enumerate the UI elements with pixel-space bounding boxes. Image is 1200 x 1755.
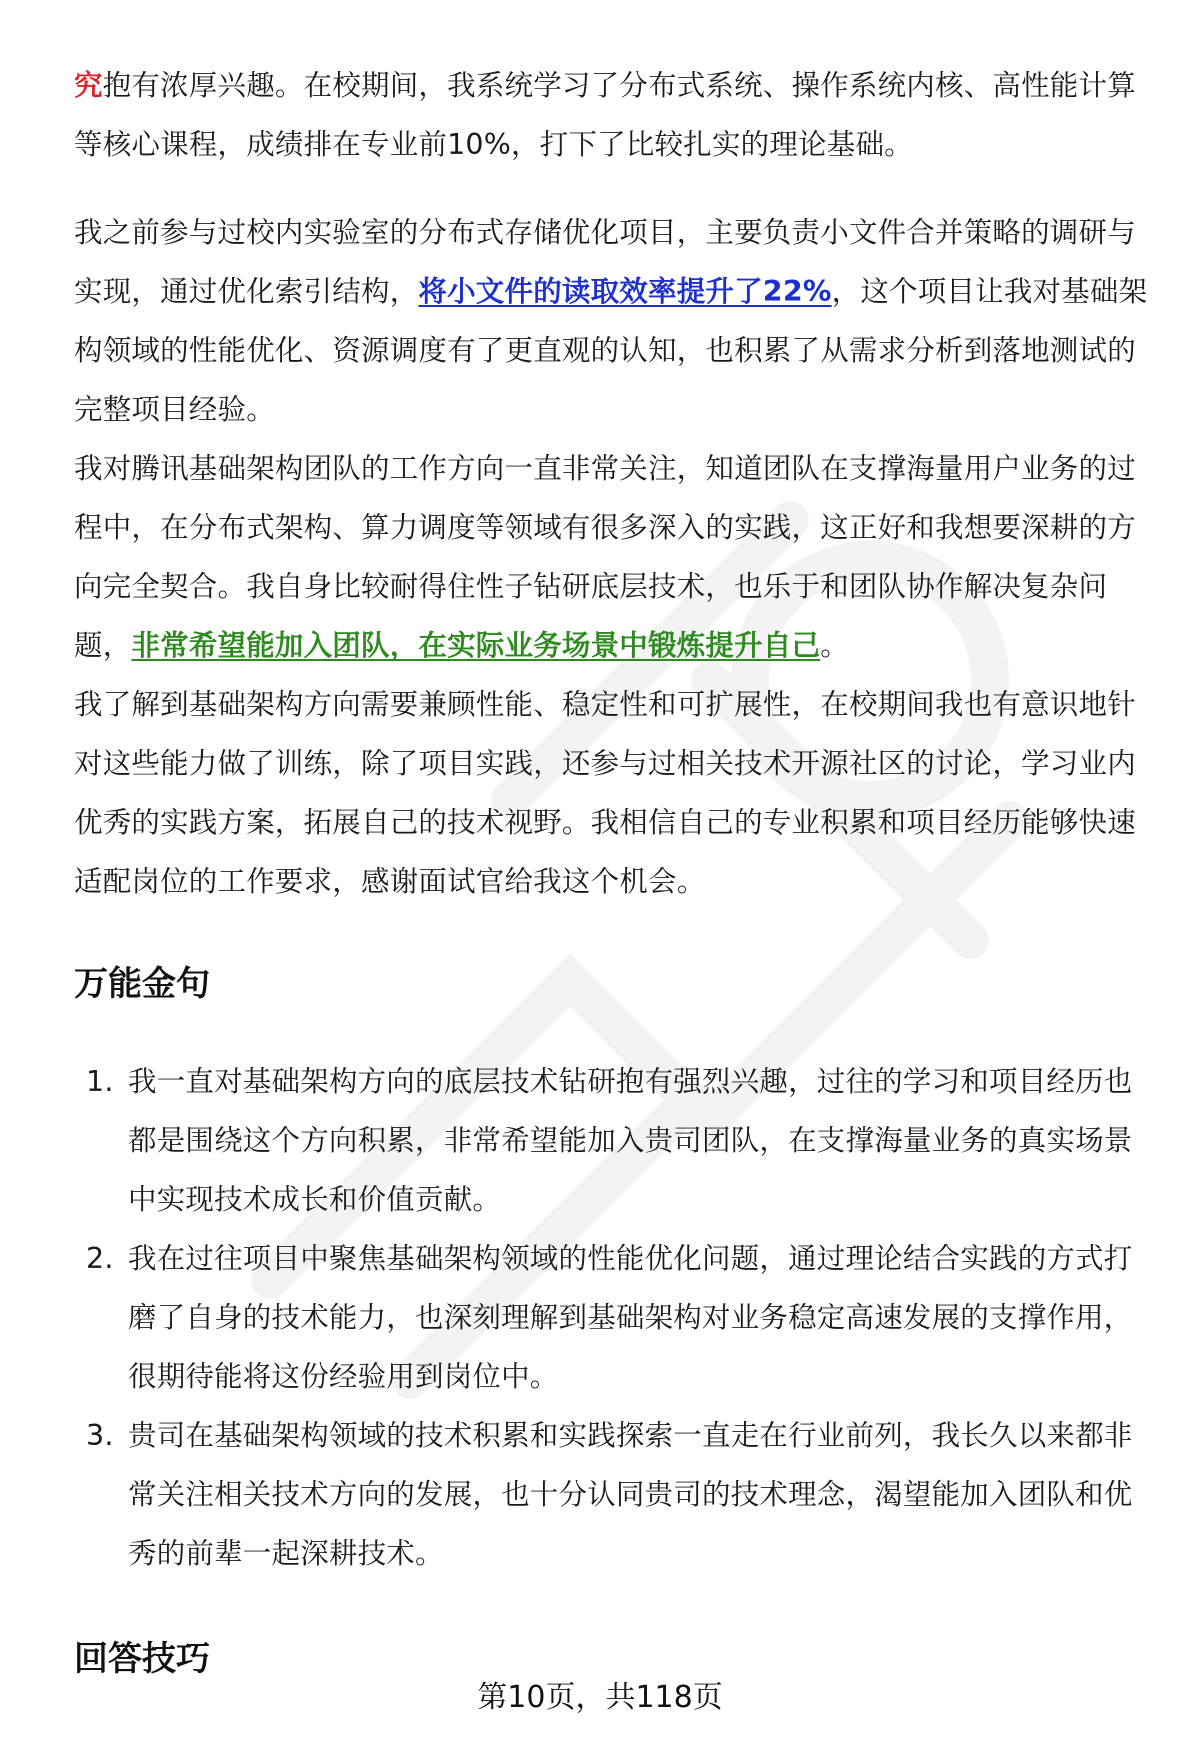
list-item-text: 贵司在基础架构领域的技术积累和实践探索一直走在行业前列，我长久以来都非常关注相关技术方向的发展，也十分认同贵司的技术理念，渴望能加入团队和优秀的前辈一起深耕技术。 [128, 1419, 1133, 1570]
paragraph-4: 我了解到基础架构方向需要兼顾性能、稳定性和可扩展性，在校期间我也有意识地针对这些能力做了训练，除了项目实践，还参与过相关技术开源社区的讨论，学习业内优秀的实践方案，拓展自己的技术视野。我相信自己的专业积累和项目经历能够快速适配岗位的工作要求，感谢面试官给我这个机会。 [74, 688, 1136, 898]
list-item-number: 3. [86, 1419, 114, 1452]
paragraph-1 [74, 56, 1154, 174]
list-item [74, 1052, 1154, 1229]
paragraph-3 [74, 439, 1154, 675]
paragraph-2-highlight: 将小文件的读取效率提升了22% [418, 275, 832, 308]
list-item [74, 1406, 1154, 1583]
paragraph-3-highlight: 非常希望能加入团队，在实际业务场景中锻炼提升自己 [131, 629, 821, 662]
paragraph-3-text-a: 我对腾讯基础架构团队的工作方向一直非常关注，知道团队在支撑海量用户业务的过程中，在分布式架构、算力调度等领域有很多深入的实践，这正好和我想要深耕的方向完全契合。我自身比较耐得住性子钻研底层技术，也乐于和团队协作解决复杂问题， [74, 452, 1136, 662]
list-item-number: 2. [86, 1242, 114, 1275]
list-item-number: 1. [86, 1065, 114, 1098]
paragraph-2-text-b: ，这个项目让我对基础架构领域的性能优化、资源调度有了更直观的认知，也积累了从需求分析到落地测试的完整项目经验。 [74, 275, 1148, 426]
paragraph-2-text-a: 我之前参与过校内实验室的分布式存储优化项目，主要负责小文件合并策略的调研与实现，通过优化索引结构， [74, 216, 1136, 308]
page-footer: 第10页，共118页 [477, 1680, 723, 1715]
list-item-text: 我一直对基础架构方向的底层技术钻研抱有强烈兴趣，过往的学习和项目经历也都是围绕这个方向积累，非常希望能加入贵司团队，在支撑海量业务的真实场景中实现技术成长和价值贡献。 [128, 1065, 1133, 1216]
paragraph-1-red-char: 究 [74, 69, 103, 102]
section-title-huida: 回答技巧 [74, 1639, 210, 1679]
quotes-list [74, 1052, 1154, 1583]
list-item [74, 1229, 1154, 1406]
body-content [74, 56, 1154, 911]
section-title-wanneng: 万能金句 [74, 964, 210, 1004]
list-item-text: 我在过往项目中聚焦基础架构领域的性能优化问题，通过理论结合实践的方式打磨了自身的技术能力，也深刻理解到基础架构对业务稳定高速发展的支撑作用，很期待能将这份经验用到岗位中。 [128, 1242, 1133, 1393]
paragraph-2 [74, 203, 1154, 439]
paragraph-3-text-b: 。 [820, 629, 849, 662]
paragraph-1-text: 抱有浓厚兴趣。在校期间，我系统学习了分布式系统、操作系统内核、高性能计算等核心课程，成绩排在专业前10%，打下了比较扎实的理论基础。 [74, 69, 1136, 161]
